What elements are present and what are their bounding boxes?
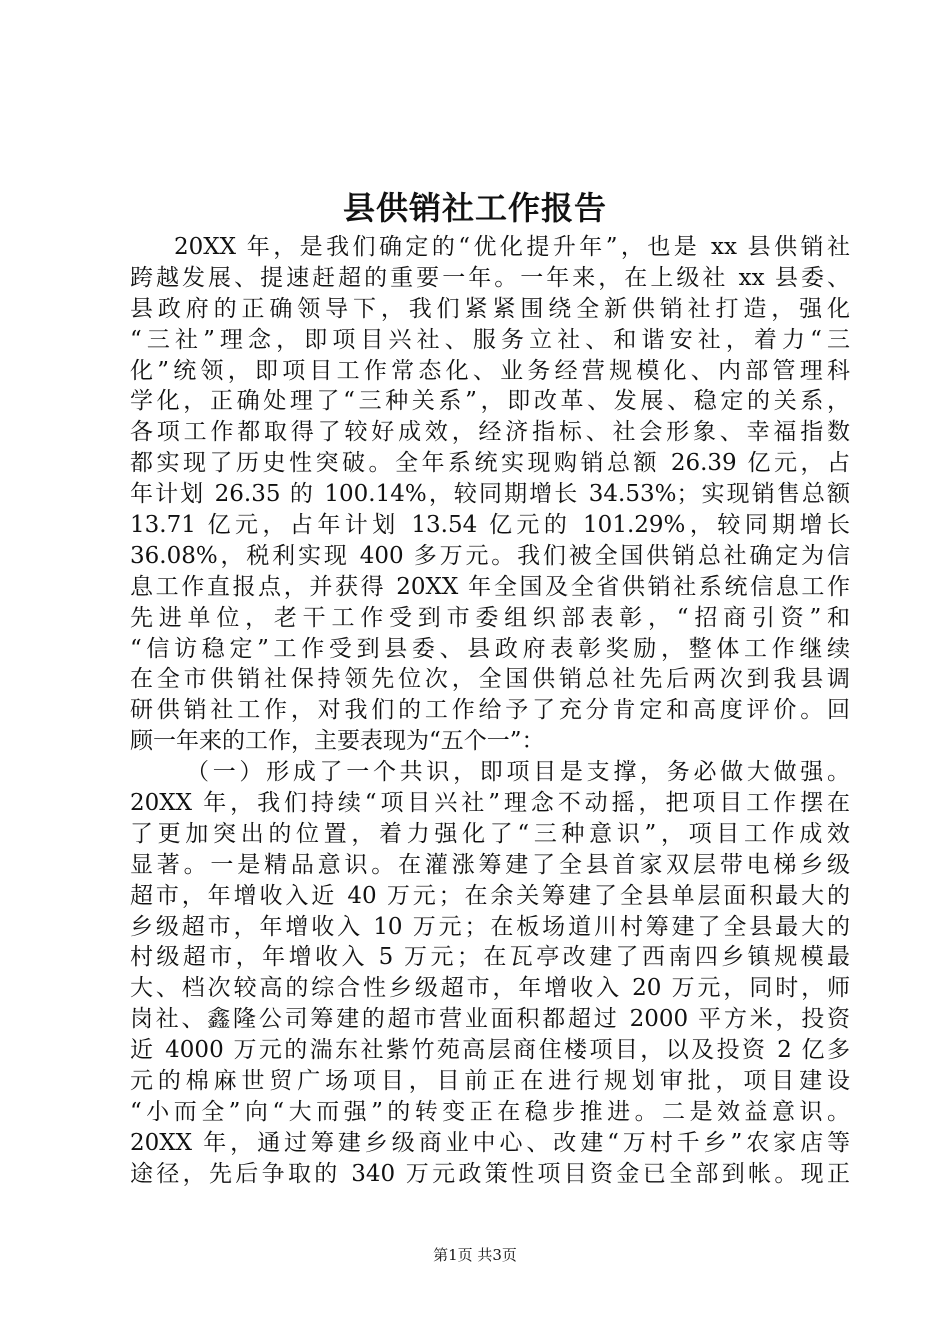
text-line: 乡级超市，年增收入 10 万元；在板场道川村筹建了全县最大的 [130,913,850,940]
text-line: 13.71 亿元，占年计划 13.54 亿元的 101.29%，较同期增长 [130,512,850,539]
text-line: 元的棉麻世贸广场项目，目前正在进行规划审批，项目建设 [130,1068,850,1095]
document-title: 县供销社工作报告 [342,189,607,227]
text-line: 县政府的正确领导下，我们紧紧围绕全新供销社打造，强化 [130,295,850,322]
text-line: “三社”理念，即项目兴社、服务立社、和谐安社，着力“三 [130,326,850,353]
text-line: 各项工作都取得了较好成效，经济指标、社会形象、幸福指数 [130,419,850,446]
text-line: 途径，先后争取的 340 万元政策性项目资金已全部到帐。现正 [130,1160,850,1187]
text-line: 年计划 26.35 的 100.14%，较同期增长 34.53%；实现销售总额 [130,481,850,508]
text-line: 在全市供销社保持领先位次，全国供销总社先后两次到我县调 [130,666,850,693]
text-line: 20XX 年，我们持续“项目兴社”理念不动摇，把项目工作摆在 [130,790,850,817]
text-line: 超市，年增收入近 40 万元；在余关筹建了全县单层面积最大的 [130,882,850,909]
text-line: 研供销社工作，对我们的工作给予了充分肯定和高度评价。回 [130,697,850,724]
text-line: 都实现了历史性突破。全年系统实现购销总额 26.39 亿元，占 [130,450,850,477]
text-line: 大、档次较高的综合性乡级超市，年增收入 20 万元，同时，师 [130,975,850,1002]
text-line: 学化，正确处理了“三种关系”，即改革、发展、稳定的关系， [130,388,850,415]
text-line: “信访稳定”工作受到县委、县政府表彰奖励，整体工作继续 [130,635,850,662]
text-line: 息工作直报点，并获得 20XX 年全国及全省供销社系统信息工作 [130,573,850,600]
text-line: 20XX 年，通过筹建乡级商业中心、改建“万村千乡”农家店等 [130,1129,850,1156]
text-line: 化”统领，即项目工作常态化、业务经营规模化、内部管理科 [130,357,850,384]
text-line: 显著。一是精品意识。在灌涨筹建了全县首家双层带电梯乡级 [130,851,850,878]
text-line: 村级超市，年增收入 5 万元；在瓦亭改建了西南四乡镇规模最 [130,944,850,971]
text-line: 岗社、鑫隆公司筹建的超市营业面积都超过 2000 平方米，投资 [130,1006,850,1033]
text-line: 先进单位，老干工作受到市委组织部表彰，“招商引资”和 [130,604,850,631]
text-line: 近 4000 万元的湍东社紫竹苑高层商住楼项目，以及投资 2 亿多 [130,1037,850,1064]
text-line: “小而全”向“大而强”的转变正在稳步推进。二是效益意识。 [130,1098,850,1125]
text-line: 20XX 年，是我们确定的“优化提升年”，也是 xx 县供销社 [174,234,850,260]
page-footer: 第1页 共3页 [433,1246,517,1264]
text-line: 顾一年来的工作，主要表现为“五个一”： [130,728,545,755]
section-heading-line: （一）形成了一个共识，即项目是支撑，务必做大做强。 [186,759,850,786]
text-line: 了更加突出的位置，着力强化了“三种意识”，项目工作成效 [130,820,850,847]
text-line: 跨越发展、提速赶超的重要一年。一年来，在上级社 xx 县委、 [130,264,850,291]
document-body [130,232,850,1190]
text-line: 36.08%，税利实现 400 多万元。我们被全国供销总社确定为信 [130,542,850,569]
